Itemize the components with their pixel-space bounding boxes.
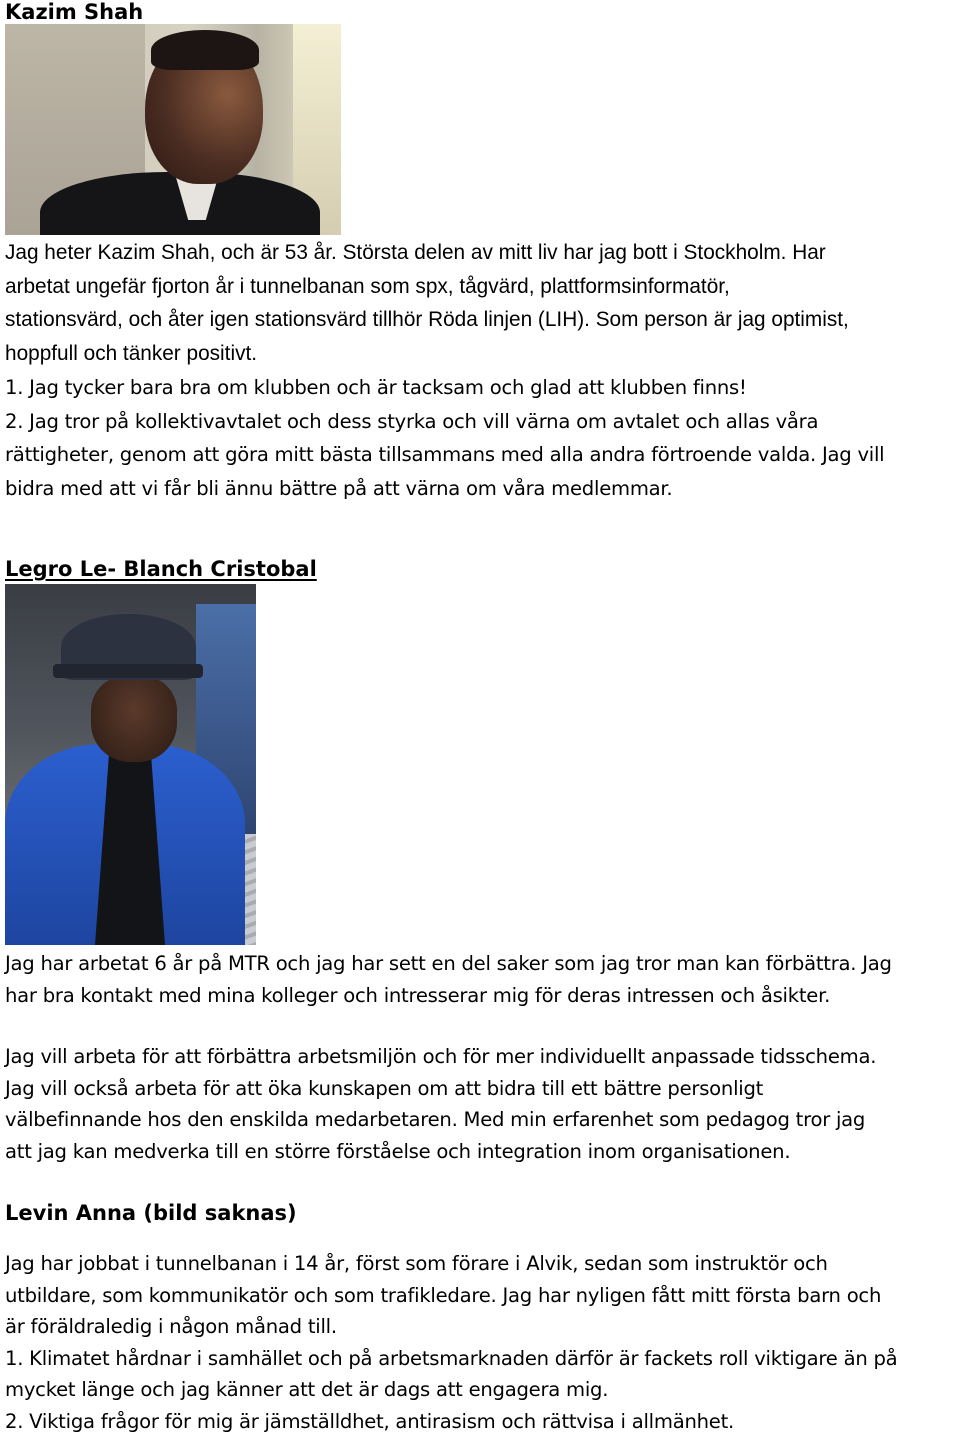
profile-paragraph: Jag har arbetat 6 år på MTR och jag har sett en del saker som jag tror man kan förbättra. Jag har bra kontakt med mina kolleger och intresserar mig för deras intressen och åsikter. — [5, 952, 892, 1007]
profile-photo — [5, 584, 256, 945]
profile-paragraph: Jag har jobbat i tunnelbanan i 14 år, först som förare i Alvik, sedan som instruktör och utbildare, som kommunikatör och som trafikledare. Jag har nyligen fått mitt första barn och är föräldraledig i någon månad till. 1. Klimatet hårdnar i samhället och på arbetsmarknaden därför är fackets roll viktigare än på mycket länge och jag känner att det är dags att engagera mig. 2. Viktiga frågor för mig är jämställdhet, antirasism och rättvisa i allmänhet. — [5, 1252, 898, 1433]
profile-name-heading: Legro Le- Blanch Cristobal — [5, 557, 317, 581]
profile-paragraph: Jag heter Kazim Shah, och är 53 år. Största delen av mitt liv har jag bott i Stockholm. Har arbetat ungefär fjorton år i tunnelbanan som spx, tågvärd, plattformsinformatör, stationsvärd, och åter igen stationsvärd tillhör Röda linjen (LIH). Som person är jag optimist, hoppfull och tänker positivt. — [5, 241, 849, 365]
profile-photo — [5, 24, 341, 235]
profile-paragraph: Jag vill arbeta för att förbättra arbetsmiljön och för mer individuellt anpassade tidsschema. Jag vill också arbeta för att öka kunskapen om att bidra till ett bättre personligt välbefinnande hos den enskilda medarbetaren. Med min erfarenhet som pedagog tror jag att jag kan medverka till en större förståelse och integration inom organisationen. — [5, 1045, 877, 1163]
profile-name-heading: Kazim Shah — [5, 0, 144, 24]
profile-name-heading: Levin Anna (bild saknas) — [5, 1201, 297, 1225]
profile-paragraph: 1. Jag tycker bara bra om klubben och är tacksam och glad att klubben finns! 2. Jag tror på kollektivavtalet och dess styrka och vill värna om avtalet och allas våra rättigheter, genom att göra mitt bästa tillsammans med alla andra förtroende valda. Jag vill bidra med att vi får bli ännu bättre på att värna om våra medlemmar. — [5, 376, 885, 500]
